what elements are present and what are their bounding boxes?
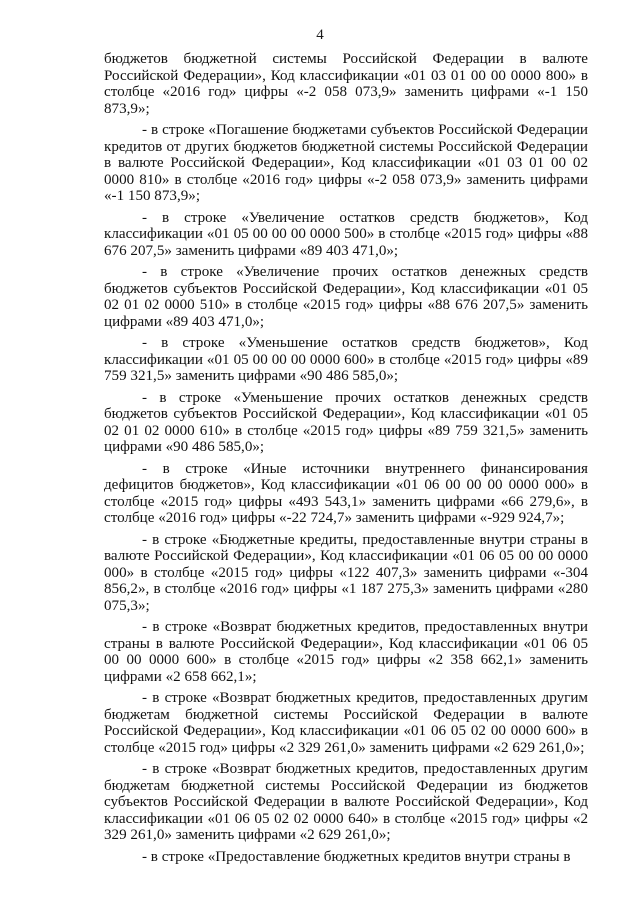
page-number: 4	[316, 27, 324, 43]
document-body	[104, 51, 588, 870]
amendment-paragraph: - в строке «Уменьшение остатков средств бюджетов», Код классификации «01 05 00 00 00 0000 600» в столбце «2015 год» цифры «89 759 321,5» заменить цифрами «90 486 585,0»;	[104, 335, 588, 384]
amendment-paragraph: - в строке «Уменьшение прочих остатков денежных средств бюджетов субъектов Российской Федерации», Код классификации «01 05 02 01 02 0000 610» в столбце «2015 год» цифры «89 759 321,5» заменить цифрами «90 486 585,0»;	[104, 389, 588, 455]
amendment-paragraph: - в строке «Увеличение остатков средств бюджетов», Код классификации «01 05 00 00 00 0000 500» в столбце «2015 год» цифры «88 676 207,5» заменить цифрами «89 403 471,0»;	[104, 209, 588, 259]
amendment-paragraph: - в строке «Бюджетные кредиты, предоставленные внутри страны в валюте Российской Федерации», Код классификации «01 06 05 00 00 0000 000» в столбце «2015 год» цифры «122 407,3» заменить цифрами «-304 856,2», в столбце «2016 год» цифры «1 187 275,3» заменить цифрами «280 075,3»;	[104, 531, 588, 614]
amendment-paragraph: - в строке «Возврат бюджетных кредитов, предоставленных другим бюджетам бюджетной системы Российской Федерации в валюте Российской Федерации», Код классификации «01 06 05 02 00 0000 600» в столбце «2015 год» цифры «2 329 261,0» заменить цифрами «2 629 261,0»;	[104, 690, 588, 756]
amendment-paragraph: - в строке «Погашение бюджетами субъектов Российской Федерации кредитов от других бюджетов бюджетной системы Российской Федерации в валюте Российской Федерации», Код классификации «01 03 01 00 02 0000 810» в столбце «2016 год» цифры «-2 058 073,9» заменить цифрами «-1 150 873,9»;	[104, 122, 588, 204]
amendment-paragraph: - в строке «Предоставление бюджетных кредитов внутри страны в	[142, 848, 571, 865]
amendment-paragraph: - в строке «Увеличение прочих остатков денежных средств бюджетов субъектов Российской Федерации», Код классификации «01 05 02 01 02 0000 510» в столбце «2015 год» цифры «88 676 207,5» заменить цифрами «89 403 471,0»;	[104, 264, 588, 330]
amendment-paragraph: бюджетов бюджетной системы Российской Федерации в валюте Российской Федерации», Код классификации «01 03 01 00 00 0000 800» в столбце «2016 год» цифры «-2 058 073,9» заменить цифрами «-1 150 873,9»;	[104, 51, 588, 117]
amendment-paragraph: - в строке «Возврат бюджетных кредитов, предоставленных другим бюджетам бюджетной системы Российской Федерации из бюджетов субъектов Российской Федерации в валюте Российской Федерации», Код классификации «01 06 05 02 02 0000 640» в столбце «2015 год» цифры «2 329 261,0» заменить цифрами «2 629 261,0»;	[104, 761, 588, 843]
amendment-paragraph: - в строке «Возврат бюджетных кредитов, предоставленных внутри страны в валюте Российской Федерации», Код классификации «01 06 05 00 00 0000 600» в столбце «2015 год» цифры «2 358 662,1» заменить цифрами «2 658 662,1»;	[104, 619, 588, 685]
amendment-paragraph: - в строке «Иные источники внутреннего финансирования дефицитов бюджетов», Код классификации «01 06 00 00 00 0000 000» в столбце «2015 год» цифры «493 543,1» заменить цифрами «66 279,6», в столбце «2016 год» цифры «-22 724,7» заменить цифрами «-929 924,7»;	[104, 460, 588, 526]
